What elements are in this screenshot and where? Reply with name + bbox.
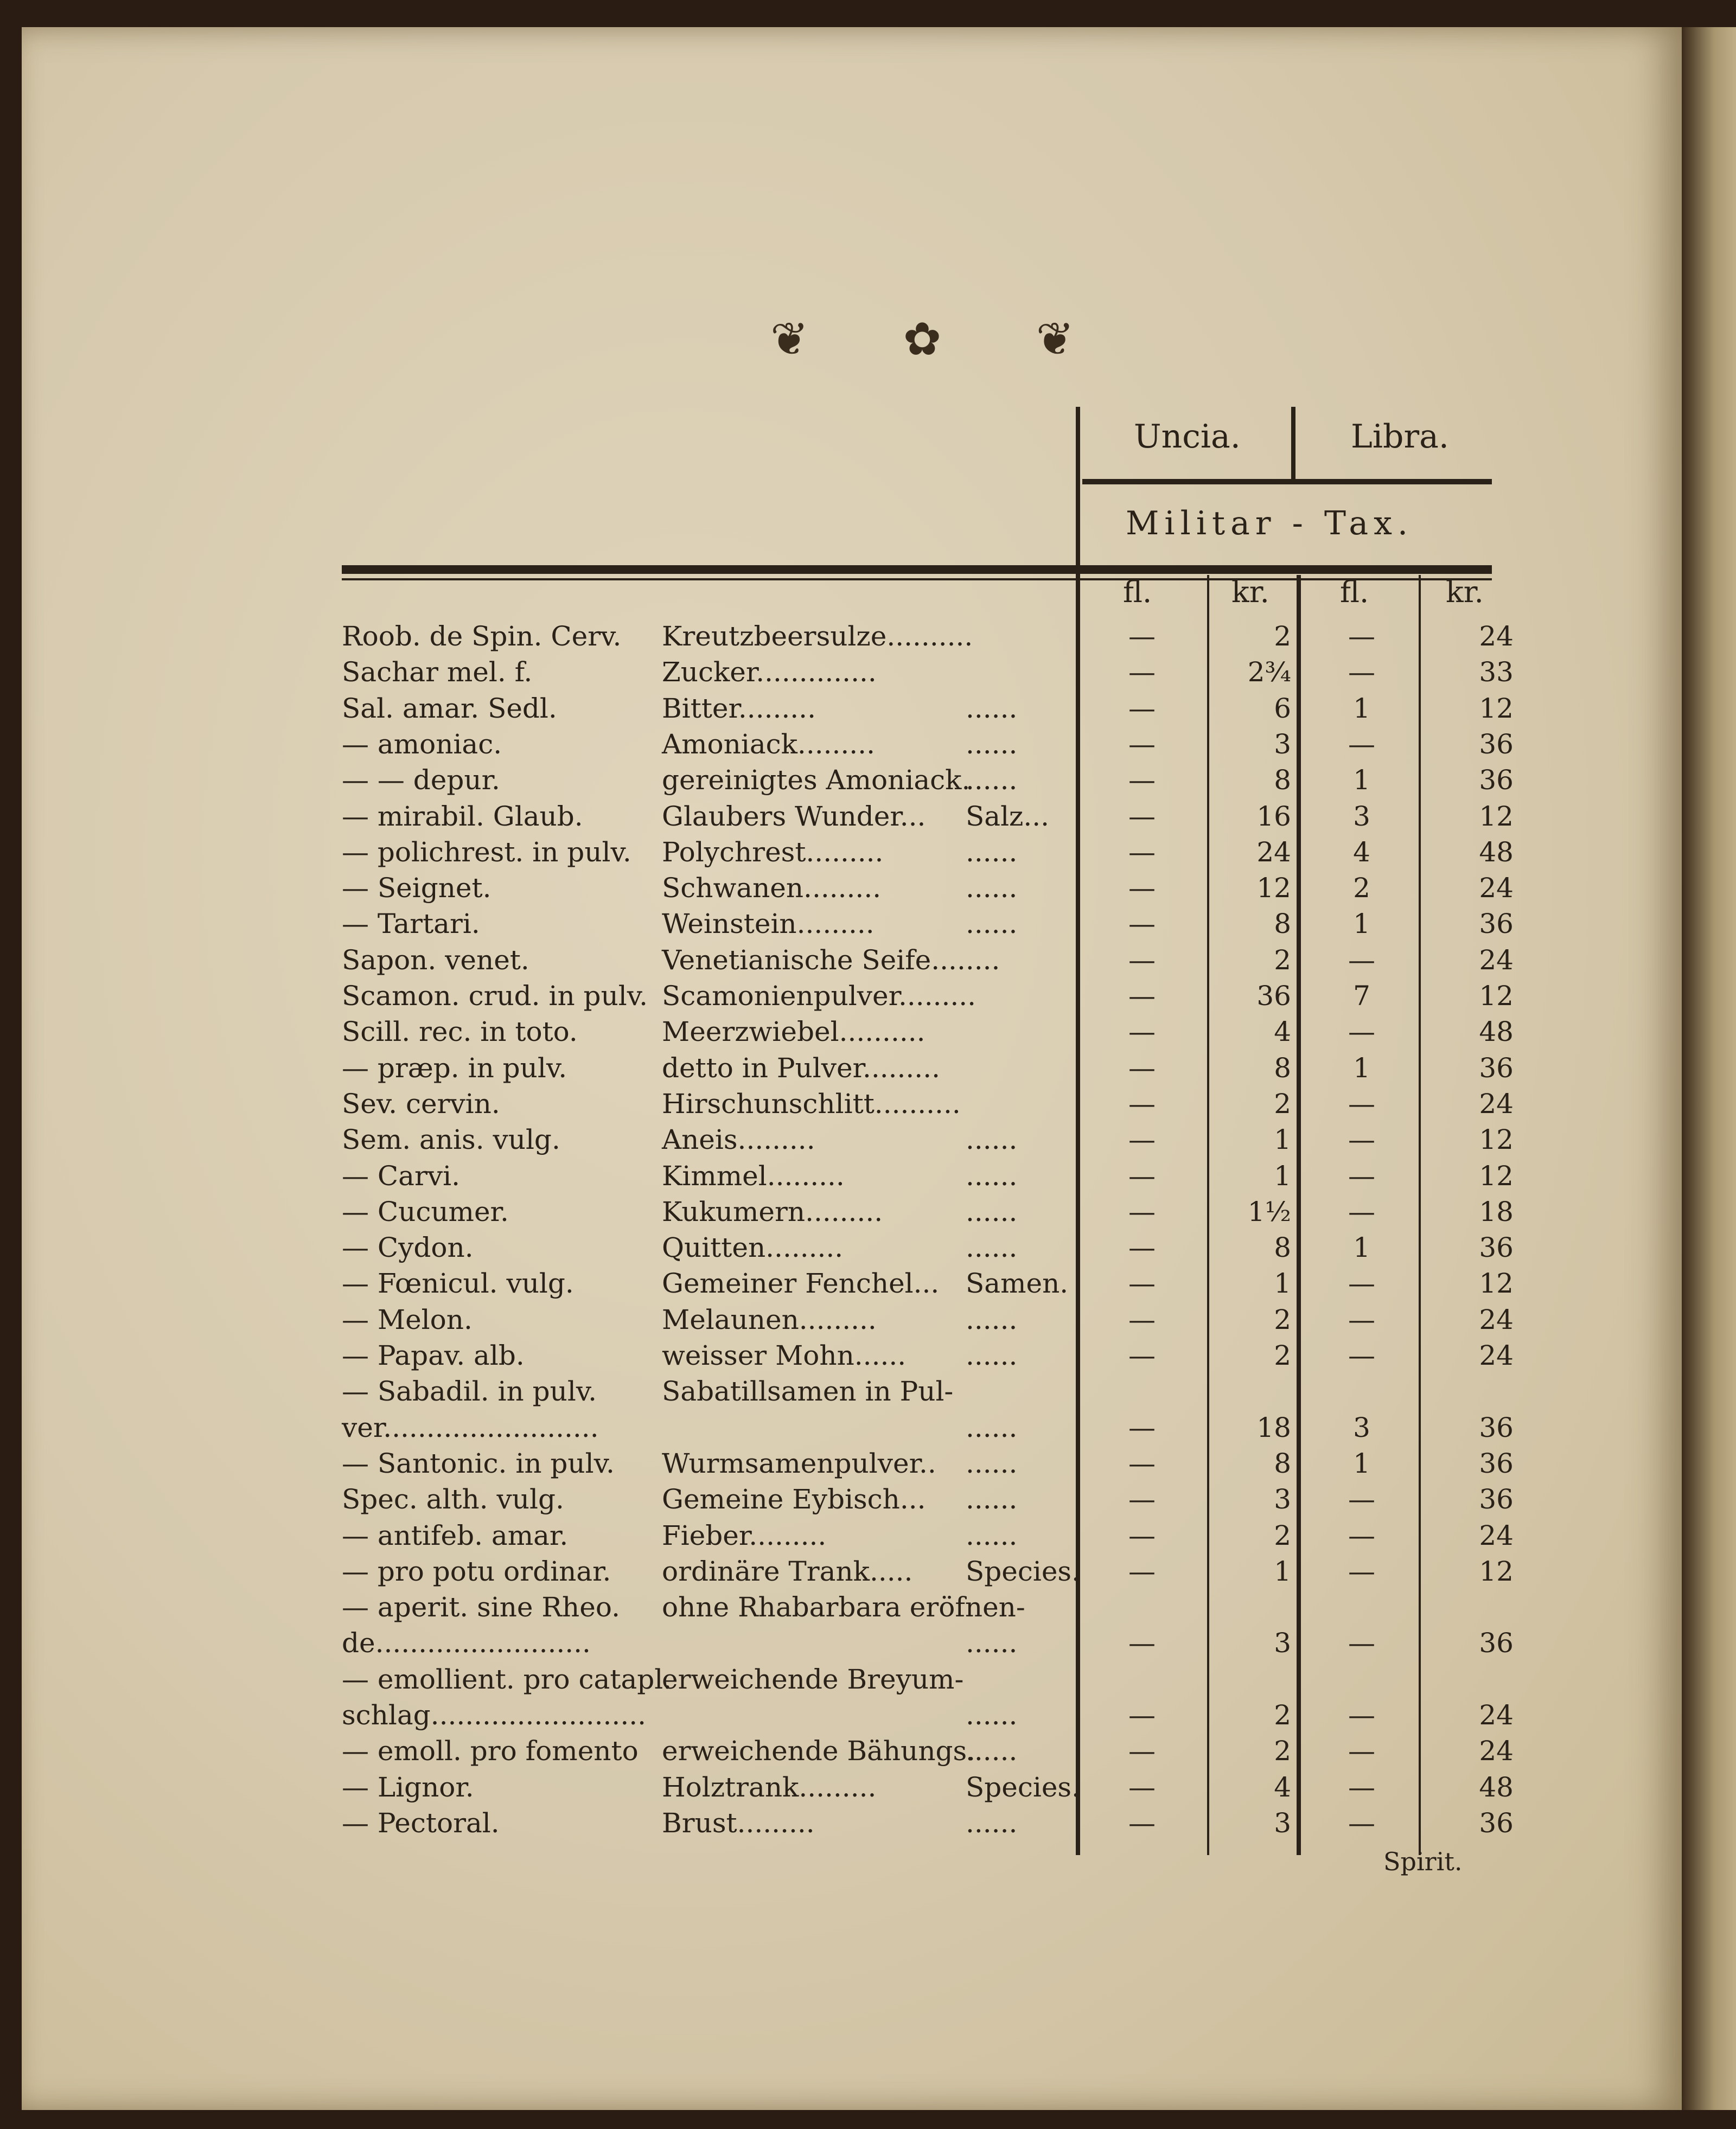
german-name: erweichende Breyum-	[662, 1663, 964, 1695]
header-mid-rule	[1291, 407, 1295, 483]
group-bracket: ......	[966, 836, 1018, 868]
libra-kr: 36	[1479, 1411, 1514, 1443]
libra-fl: —	[1348, 1627, 1375, 1659]
header-rule-thin	[342, 578, 1492, 580]
ornament	[770, 309, 1074, 369]
latin-name: Scill. rec. in toto.	[342, 1016, 578, 1048]
uncia-fl: —	[1128, 764, 1156, 796]
libra-kr: 12	[1479, 692, 1514, 724]
libra-fl: —	[1348, 1268, 1375, 1300]
table-row	[0, 1302, 1682, 1338]
libra-fl: —	[1348, 1303, 1375, 1335]
libra-kr: 12	[1479, 800, 1514, 832]
table-row	[0, 1410, 1682, 1446]
libra-fl: —	[1348, 1195, 1375, 1227]
latin-name: — mirabil. Glaub.	[342, 800, 583, 832]
uncia-kr: 8	[1274, 764, 1291, 796]
libra-kr: 24	[1479, 1088, 1514, 1120]
table-row	[0, 870, 1682, 906]
german-name: ordinäre Trank.....	[662, 1555, 913, 1587]
libra-kr: 48	[1479, 1771, 1514, 1803]
german-name: Gemeine Eybisch...	[662, 1484, 926, 1516]
group-bracket: ......	[966, 1303, 1018, 1335]
center-flower-icon: ✿	[903, 312, 942, 366]
latin-name: — Seignet.	[342, 872, 492, 904]
libra-kr: 24	[1479, 944, 1514, 976]
latin-name: — Lignor.	[342, 1771, 474, 1803]
latin-name: Sem. anis. vulg.	[342, 1124, 560, 1156]
table-row	[0, 1086, 1682, 1122]
latin-name: Spec. alth. vulg.	[342, 1484, 564, 1516]
uncia-fl: —	[1128, 1519, 1156, 1551]
uncia-fl: —	[1128, 1699, 1156, 1731]
libra-kr: 36	[1479, 1232, 1514, 1264]
uncia-fl: —	[1128, 1124, 1156, 1156]
libra-fl: —	[1348, 1484, 1375, 1516]
libra-kr: 36	[1479, 1807, 1514, 1839]
group-bracket: ......	[966, 1484, 1018, 1516]
header-rule-upper	[1082, 479, 1492, 484]
german-name: Zucker..............	[662, 656, 877, 688]
german-name: gereinigtes Amoniack.	[662, 764, 971, 796]
german-name: Aneis.........	[662, 1124, 815, 1156]
german-name: Gemeiner Fenchel...	[662, 1268, 940, 1300]
latin-name: — Cydon.	[342, 1232, 474, 1264]
group-bracket: Salz...	[966, 800, 1050, 832]
uncia-kr: 8	[1274, 1052, 1291, 1084]
libra-kr: 24	[1479, 1303, 1514, 1335]
header-militar-tax: Militar - Tax.	[1126, 504, 1414, 542]
uncia-kr: 16	[1256, 800, 1291, 832]
uncia-fl: —	[1128, 836, 1156, 868]
german-name: Fieber.........	[662, 1519, 827, 1551]
group-bracket: ......	[966, 1124, 1018, 1156]
header-fl-uncia: fl.	[1123, 575, 1152, 609]
libra-kr: 33	[1479, 656, 1514, 688]
libra-fl: —	[1348, 1160, 1375, 1192]
uncia-kr: 2	[1274, 621, 1291, 652]
latin-name: Scamon. crud. in pulv.	[342, 980, 648, 1012]
libra-kr: 12	[1479, 1555, 1514, 1587]
latin-name: Roob. de Spin. Cerv.	[342, 621, 622, 652]
header-kr-libra: kr.	[1446, 575, 1484, 609]
group-bracket: ......	[966, 1411, 1018, 1443]
group-bracket: Species.	[966, 1555, 1080, 1587]
table-row	[0, 1122, 1682, 1158]
uncia-fl: —	[1128, 1232, 1156, 1264]
group-bracket: ......	[966, 1807, 1018, 1839]
libra-fl: —	[1348, 1124, 1375, 1156]
latin-name: ver.........................	[342, 1411, 599, 1443]
uncia-kr: 2	[1274, 1303, 1291, 1335]
table-row	[0, 1158, 1682, 1194]
uncia-fl: —	[1128, 1088, 1156, 1120]
uncia-kr: 2¾	[1247, 656, 1291, 688]
table-row	[0, 1373, 1682, 1409]
libra-fl: 1	[1353, 764, 1370, 796]
libra-fl: —	[1348, 944, 1375, 976]
uncia-kr: 3	[1274, 728, 1291, 760]
libra-fl: 3	[1353, 1411, 1370, 1443]
group-bracket: ......	[966, 764, 1018, 796]
german-name: Venetianische Seife........	[662, 944, 1000, 976]
libra-kr: 24	[1479, 1699, 1514, 1731]
table-row	[0, 762, 1682, 798]
latin-name: — polichrest. in pulv.	[342, 836, 631, 868]
german-name: Scamonienpulver.........	[662, 980, 976, 1012]
libra-fl: 2	[1353, 872, 1370, 904]
uncia-kr: 36	[1256, 980, 1291, 1012]
group-bracket: ......	[966, 908, 1018, 940]
uncia-kr: 8	[1274, 908, 1291, 940]
uncia-kr: 4	[1274, 1016, 1291, 1048]
uncia-fl: —	[1128, 1411, 1156, 1443]
libra-fl: 1	[1353, 908, 1370, 940]
table-row	[0, 1481, 1682, 1517]
uncia-kr: 4	[1274, 1771, 1291, 1803]
group-bracket: Species.	[966, 1771, 1080, 1803]
libra-kr: 12	[1479, 1160, 1514, 1192]
uncia-kr: 18	[1256, 1411, 1291, 1443]
table-row	[0, 834, 1682, 870]
group-bracket: ......	[966, 1160, 1018, 1192]
group-bracket: Samen.	[966, 1268, 1069, 1300]
leaf-left-icon: ❦	[770, 312, 809, 366]
german-name: weisser Mohn......	[662, 1340, 907, 1371]
uncia-fl: —	[1128, 872, 1156, 904]
german-name: Schwanen.........	[662, 872, 882, 904]
header-libra: Libra.	[1351, 418, 1449, 456]
libra-kr: 48	[1479, 1016, 1514, 1048]
libra-kr: 24	[1479, 1735, 1514, 1767]
uncia-fl: —	[1128, 1484, 1156, 1516]
libra-kr: 12	[1479, 980, 1514, 1012]
uncia-fl: —	[1128, 800, 1156, 832]
book-spine	[1682, 27, 1736, 2110]
header-kr-uncia: kr.	[1231, 575, 1269, 609]
uncia-fl: —	[1128, 1340, 1156, 1371]
libra-kr: 36	[1479, 1484, 1514, 1516]
german-name: Kukumern.........	[662, 1195, 883, 1227]
latin-name: — — depur.	[342, 764, 500, 796]
table-row	[0, 1589, 1682, 1625]
libra-fl: —	[1348, 1771, 1375, 1803]
table-row	[0, 1230, 1682, 1265]
table-row	[0, 1553, 1682, 1589]
libra-fl: —	[1348, 728, 1375, 760]
german-name: Glaubers Wunder...	[662, 800, 926, 832]
table-row	[0, 1769, 1682, 1805]
german-name: Weinstein.........	[662, 908, 875, 940]
german-name: Amoniack.........	[662, 728, 875, 760]
libra-kr: 24	[1479, 1519, 1514, 1551]
libra-fl: —	[1348, 1519, 1375, 1551]
table-row	[0, 726, 1682, 762]
uncia-fl: —	[1128, 1735, 1156, 1767]
libra-fl: —	[1348, 1555, 1375, 1587]
uncia-kr: 2	[1274, 1699, 1291, 1731]
table-row	[0, 1733, 1682, 1769]
group-bracket: ......	[966, 1340, 1018, 1371]
latin-name: Sachar mel. f.	[342, 656, 533, 688]
latin-name: — præp. in pulv.	[342, 1052, 567, 1084]
libra-kr: 36	[1479, 764, 1514, 796]
libra-fl: —	[1348, 1735, 1375, 1767]
table-row	[0, 942, 1682, 978]
latin-name: — Carvi.	[342, 1160, 460, 1192]
table-row	[0, 1446, 1682, 1481]
group-bracket: ......	[966, 1699, 1018, 1731]
libra-kr: 36	[1479, 908, 1514, 940]
uncia-kr: 12	[1256, 872, 1291, 904]
libra-fl: —	[1348, 1088, 1375, 1120]
latin-name: — Melon.	[342, 1303, 473, 1335]
group-bracket: ......	[966, 692, 1018, 724]
libra-fl: —	[1348, 1016, 1375, 1048]
libra-kr: 24	[1479, 872, 1514, 904]
uncia-kr: 2	[1274, 944, 1291, 976]
table-row	[0, 1265, 1682, 1301]
uncia-fl: —	[1128, 1303, 1156, 1335]
uncia-fl: —	[1128, 1771, 1156, 1803]
table-row	[0, 1014, 1682, 1050]
latin-name: de.........................	[342, 1627, 591, 1659]
uncia-kr: 3	[1274, 1484, 1291, 1516]
uncia-fl: —	[1128, 728, 1156, 760]
table-row	[0, 906, 1682, 942]
latin-name: — Fœnicul. vulg.	[342, 1268, 574, 1300]
latin-name: — emollient. pro catapl.	[342, 1663, 672, 1695]
group-bracket: ......	[966, 1627, 1018, 1659]
latin-name: Sapon. venet.	[342, 944, 529, 976]
german-name: detto in Pulver.........	[662, 1052, 940, 1084]
uncia-fl: —	[1128, 908, 1156, 940]
latin-name: — antifeb. amar.	[342, 1519, 569, 1551]
german-name: ohne Rhabarbara eröfnen-	[662, 1591, 1025, 1623]
uncia-kr: 3	[1274, 1807, 1291, 1839]
uncia-fl: —	[1128, 1195, 1156, 1227]
latin-name: — emoll. pro fomento	[342, 1735, 639, 1767]
libra-kr: 18	[1479, 1195, 1514, 1227]
header-uncia: Uncia.	[1134, 418, 1241, 456]
libra-kr: 36	[1479, 728, 1514, 760]
libra-kr: 48	[1479, 836, 1514, 868]
german-name: Meerzwiebel..........	[662, 1016, 926, 1048]
german-name: erweichende Bähungs.	[662, 1735, 976, 1767]
uncia-kr: 8	[1274, 1232, 1291, 1264]
german-name: Melaunen.........	[662, 1303, 877, 1335]
german-name: Polychrest.........	[662, 836, 884, 868]
german-name: Hirschunschlitt..........	[662, 1088, 961, 1120]
libra-kr: 36	[1479, 1627, 1514, 1659]
latin-name: — Tartari.	[342, 908, 480, 940]
latin-name: — Santonic. in pulv.	[342, 1447, 615, 1479]
group-bracket: ......	[966, 1447, 1018, 1479]
libra-fl: 1	[1353, 1232, 1370, 1264]
header-rule-main	[342, 565, 1492, 574]
catchword: Spirit.	[1383, 1847, 1463, 1876]
group-bracket: ......	[966, 1735, 1018, 1767]
uncia-kr: 2	[1274, 1088, 1291, 1120]
table-row	[0, 1050, 1682, 1086]
header-fl-libra: fl.	[1340, 575, 1369, 609]
libra-fl: —	[1348, 621, 1375, 652]
uncia-kr: 2	[1274, 1519, 1291, 1551]
libra-fl: 7	[1353, 980, 1370, 1012]
uncia-kr: 2	[1274, 1340, 1291, 1371]
german-name: Quitten.........	[662, 1232, 844, 1264]
group-bracket: ......	[966, 1232, 1018, 1264]
table-row	[0, 691, 1682, 726]
libra-kr: 12	[1479, 1124, 1514, 1156]
uncia-kr: 1	[1274, 1124, 1291, 1156]
table-row	[0, 618, 1682, 654]
libra-fl: —	[1348, 1807, 1375, 1839]
german-name: Brust.........	[662, 1807, 815, 1839]
libra-kr: 12	[1479, 1268, 1514, 1300]
table-row	[0, 978, 1682, 1014]
table-row	[0, 1697, 1682, 1733]
uncia-fl: —	[1128, 980, 1156, 1012]
latin-name: — amoniac.	[342, 728, 502, 760]
table-row	[0, 1661, 1682, 1697]
table-row	[0, 1194, 1682, 1230]
libra-fl: —	[1348, 1340, 1375, 1371]
german-name: Sabatillsamen in Pul-	[662, 1376, 954, 1408]
table-row	[0, 1805, 1682, 1841]
uncia-fl: —	[1128, 1016, 1156, 1048]
libra-fl: —	[1348, 656, 1375, 688]
libra-fl: 1	[1353, 692, 1370, 724]
latin-name: — pro potu ordinar.	[342, 1555, 611, 1587]
uncia-kr: 1	[1274, 1160, 1291, 1192]
uncia-kr: 1	[1274, 1268, 1291, 1300]
german-name: Kimmel.........	[662, 1160, 845, 1192]
libra-fl: 1	[1353, 1052, 1370, 1084]
table-row	[0, 1518, 1682, 1553]
uncia-kr: 6	[1274, 692, 1291, 724]
uncia-fl: —	[1128, 1268, 1156, 1300]
uncia-fl: —	[1128, 1447, 1156, 1479]
uncia-fl: —	[1128, 1555, 1156, 1587]
uncia-kr: 1½	[1247, 1195, 1291, 1227]
libra-kr: 24	[1479, 1340, 1514, 1371]
group-bracket: ......	[966, 872, 1018, 904]
libra-fl: 1	[1353, 1447, 1370, 1479]
uncia-fl: —	[1128, 1052, 1156, 1084]
german-name: Wurmsamenpulver..	[662, 1447, 936, 1479]
table-row	[0, 1625, 1682, 1661]
latin-name: schlag.........................	[342, 1699, 647, 1731]
latin-name: Sal. amar. Sedl.	[342, 692, 557, 724]
german-name: Bitter.........	[662, 692, 816, 724]
german-name: Kreutzbeersulze..........	[662, 621, 973, 652]
uncia-kr: 24	[1256, 836, 1291, 868]
uncia-fl: —	[1128, 1807, 1156, 1839]
latin-name: — aperit. sine Rheo.	[342, 1591, 620, 1623]
group-bracket: ......	[966, 1195, 1018, 1227]
latin-name: — Pectoral.	[342, 1807, 500, 1839]
latin-name: — Cucumer.	[342, 1195, 509, 1227]
uncia-kr: 8	[1274, 1447, 1291, 1479]
uncia-fl: —	[1128, 944, 1156, 976]
table-row	[0, 798, 1682, 834]
latin-name: — Sabadil. in pulv.	[342, 1376, 597, 1408]
latin-name: Sev. cervin.	[342, 1088, 500, 1120]
libra-kr: 36	[1479, 1052, 1514, 1084]
libra-kr: 24	[1479, 621, 1514, 652]
group-bracket: ......	[966, 728, 1018, 760]
libra-fl: 3	[1353, 800, 1370, 832]
latin-name: — Papav. alb.	[342, 1340, 525, 1371]
group-bracket: ......	[966, 1519, 1018, 1551]
libra-kr: 36	[1479, 1447, 1514, 1479]
german-name: Holztrank.........	[662, 1771, 877, 1803]
uncia-kr: 3	[1274, 1627, 1291, 1659]
table-row	[0, 1338, 1682, 1373]
uncia-fl: —	[1128, 692, 1156, 724]
uncia-fl: —	[1128, 656, 1156, 688]
uncia-fl: —	[1128, 1627, 1156, 1659]
table-row	[0, 654, 1682, 690]
uncia-kr: 2	[1274, 1735, 1291, 1767]
leaf-right-icon: ❦	[1036, 312, 1074, 366]
libra-fl: —	[1348, 1699, 1375, 1731]
uncia-fl: —	[1128, 1160, 1156, 1192]
libra-fl: 4	[1353, 836, 1370, 868]
uncia-fl: —	[1128, 621, 1156, 652]
uncia-kr: 1	[1274, 1555, 1291, 1587]
